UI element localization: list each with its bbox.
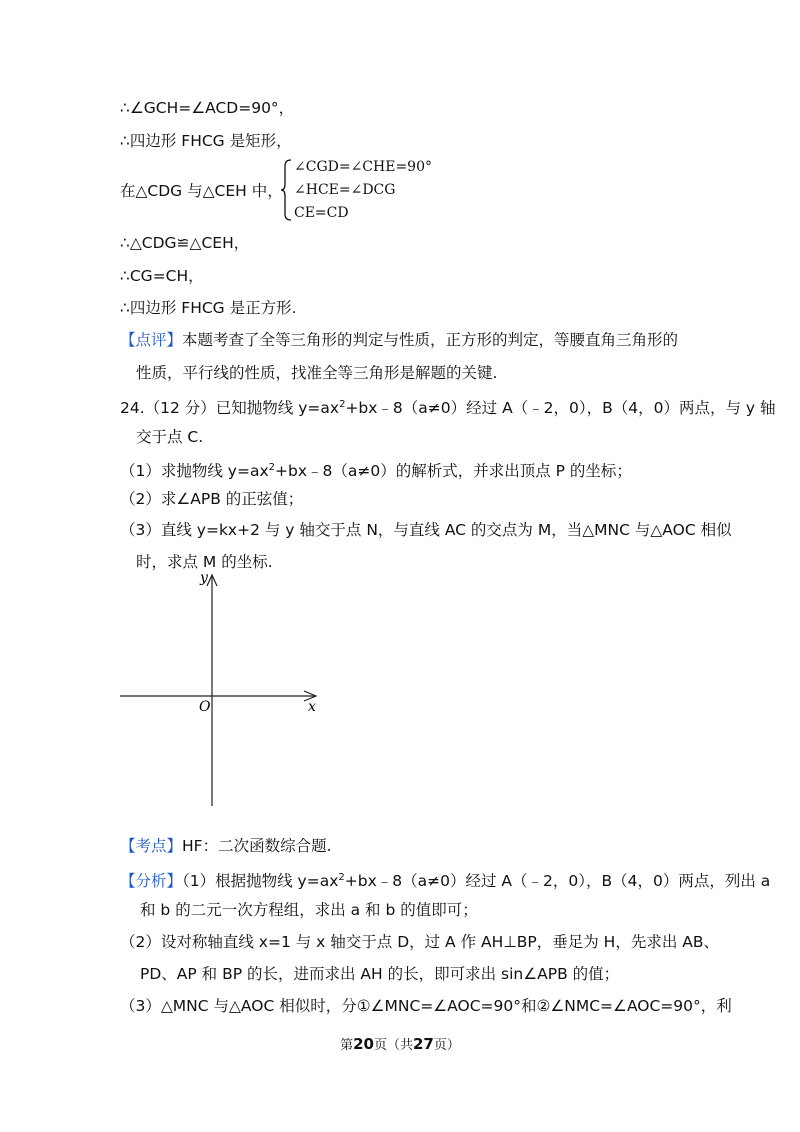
q24-heading: 24.（12 分）已知抛物线 $y=ax^2+bx﹣8(a\ne 0)$经过 A（﹣2，0），B（4，0）两点，与 y 轴 <box>120 399 776 417</box>
coordinate-axes <box>110 566 330 811</box>
q24-part-3-cont: 时，求点 M 的坐标. <box>136 553 273 571</box>
q24-part-3: （3）直线 y=kx+2 与 y 轴交于点 N，与直线 AC 的交点为 M，当△MNC 与△AOC 相似 <box>120 521 732 539</box>
review-line-1 <box>120 330 678 350</box>
fenxi-line-4: PD、AP 和 BP 的长，进而求出 AH 的长，即可求出 sin∠APB 的值； <box>140 965 620 983</box>
page-footer: 第20页（共27页） <box>340 1035 460 1053</box>
kaodian-text: HF：二次函数综合题. <box>182 837 332 855</box>
fenxi-tag: 【分析】 <box>120 872 183 890</box>
system-eq-1: ∠CGD=∠CHE=90° <box>294 159 432 175</box>
q24-part-1: （1）求抛物线 $y=ax^2+bx﹣8(a\ne 0)$的解析式，并求出顶点 P 的坐标； <box>120 462 632 480</box>
y-axis-label: y <box>200 570 208 586</box>
proof-line-4: ∴△CDG≌△CEH， <box>120 234 250 252</box>
fenxi-line-2: 和 b 的二元一次方程组，求出 a 和 b 的值即可； <box>140 901 478 919</box>
system-eq-3: CE=CD <box>294 205 349 221</box>
proof-line-3: 在△CDG 与△CEH 中， <box>120 182 283 200</box>
fenxi-line-5: （3）△MNC 与△AOC 相似时，分①∠MNC=∠AOC=90°和②∠NMC=∠AOC=90°，利 <box>120 997 732 1015</box>
proof-line-5: ∴CG=CH， <box>120 267 204 285</box>
kaodian-tag: 【考点】 <box>120 837 183 855</box>
page-number: 20 <box>353 1035 374 1053</box>
review-tag: 【点评】 <box>120 331 183 349</box>
review-text-1: 本题考查了全等三角形的判定与性质，正方形的判定，等腰直角三角形的 <box>182 331 679 349</box>
fenxi-line-3: （2）设对称轴直线 x=1 与 x 轴交于点 D，过 A 作 AH⊥BP，垂足为 H，先求出 AB、 <box>120 933 719 951</box>
proof-line-1: ∴∠GCH=∠ACD=90°， <box>120 99 295 117</box>
review-line-2: 性质，平行线的性质，找准全等三角形是解题的关键. <box>136 364 498 382</box>
origin-label: O <box>199 699 211 715</box>
left-brace-icon <box>280 158 294 222</box>
equation-system <box>280 158 432 222</box>
system-eq-2: ∠HCE=∠DCG <box>294 182 396 198</box>
q24-part-2: （2）求∠APB 的正弦值； <box>120 490 304 508</box>
q24-heading-2: 交于点 C. <box>136 428 204 446</box>
proof-line-6: ∴四边形 FHCG 是正方形. <box>120 299 297 317</box>
page-total: 27 <box>413 1035 434 1053</box>
kaodian-line <box>120 836 332 856</box>
x-axis-label: x <box>308 699 316 715</box>
proof-line-2: ∴四边形 FHCG 是矩形， <box>120 132 292 150</box>
fenxi-line-1: 【分析】（1）根据抛物线 $y=ax^2+bx﹣8(a\ne 0)$经过 A（﹣2，0），B（4，0）两点，列出 a <box>120 872 771 890</box>
